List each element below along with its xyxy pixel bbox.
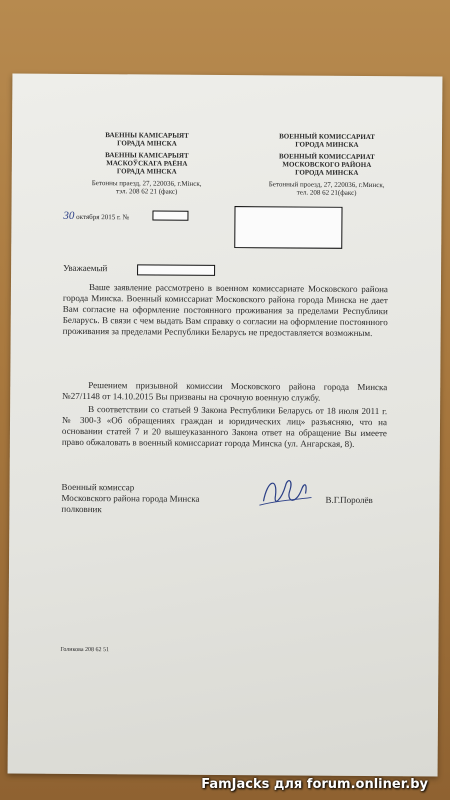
signatory-line: полковник xyxy=(61,503,102,515)
letterhead-address: Бетонный проезд, 27, 220036, г.Минск, xyxy=(268,180,385,190)
letterhead-phone: тэл. 208 62 21 (факс) xyxy=(115,187,178,196)
handwritten-day: 30 xyxy=(63,209,75,222)
letterhead-russian xyxy=(257,132,397,197)
handwritten-signature xyxy=(253,471,315,513)
greeting: Уважаемый xyxy=(63,262,108,274)
signatory-line: Московского района города Минска xyxy=(61,492,200,504)
letter-document xyxy=(8,74,443,777)
letterhead-address: Бетонны праезд, 27, 220036, г.Мінск, xyxy=(91,179,202,188)
letterhead-line: ВАЕННЫ КАМІСАРЫЯТ xyxy=(105,131,189,140)
redacted-name-box xyxy=(137,264,215,276)
letterhead-line: ВАЕННЫ КАМІСАРЫЯТ xyxy=(105,151,189,160)
letterhead-belarusian xyxy=(72,131,222,196)
letterhead-line: ГОРАДА МІНСКА xyxy=(116,167,177,176)
letterhead-line: МОСКОВСКОГО РАЙОНА xyxy=(282,160,372,170)
paragraph: Ваше заявление рассмотрено в военном комиссариате Московского района города Минска. Военный комиссариат Московского района города Минска не дает Вам согласие на оформление постоянного проживания за пределами Республики Беларусь. В связи с чем выдать Вам справку о согласии на оформление постоянного проживания за пределами Республики Беларусь не предоставляется возможным. xyxy=(62,282,388,339)
watermark: FamJacks для forum.onliner.by xyxy=(201,777,428,792)
paragraph: Решением призывной комиссии Московского района города Минска №27/1148 от 14.10.2015 Вы призваны на срочную военную службу. xyxy=(62,380,388,403)
paragraph: В соответствии со статьей 9 Закона Республики Беларусь от 18 июля 2011 г. № 300-З «Об обращениях граждан и юридических лиц» разъясняю, что на основании статей 7 и 20 вышеуказанного Закона ответ на обращение Вы имеете право обжаловать в военный комиссариат города Минска (ул. Ангарская, 8). xyxy=(61,404,388,449)
redacted-address-box xyxy=(234,206,342,249)
letterhead-line: ВОЕННЫЙ КОМИССАРИАТ xyxy=(279,132,375,142)
redacted-number-box xyxy=(152,210,188,220)
letterhead-line: ГОРАДА МІНСКА xyxy=(117,139,177,148)
signatory-title xyxy=(61,482,199,516)
letterhead-line: ГОРОДА МИНСКА xyxy=(295,168,359,177)
signatory-line: Военный комиссар xyxy=(61,481,135,493)
executor-footer: Голикова 208 62 51 xyxy=(60,646,110,654)
letterhead-line: ГОРОДА МИНСКА xyxy=(295,140,359,149)
date-text: октября 2015 г. № xyxy=(76,212,130,222)
date-line xyxy=(63,210,129,222)
letterhead-phone: тел. 208 62 21(факс) xyxy=(296,188,357,197)
letterhead-line: ВОЕННЫЙ КОМИССАРИАТ xyxy=(278,152,375,162)
letterhead-line: МАСКОЎСКАГА РАЁНА xyxy=(106,159,188,168)
signatory-name: В.Г.Поролёв xyxy=(325,494,373,506)
